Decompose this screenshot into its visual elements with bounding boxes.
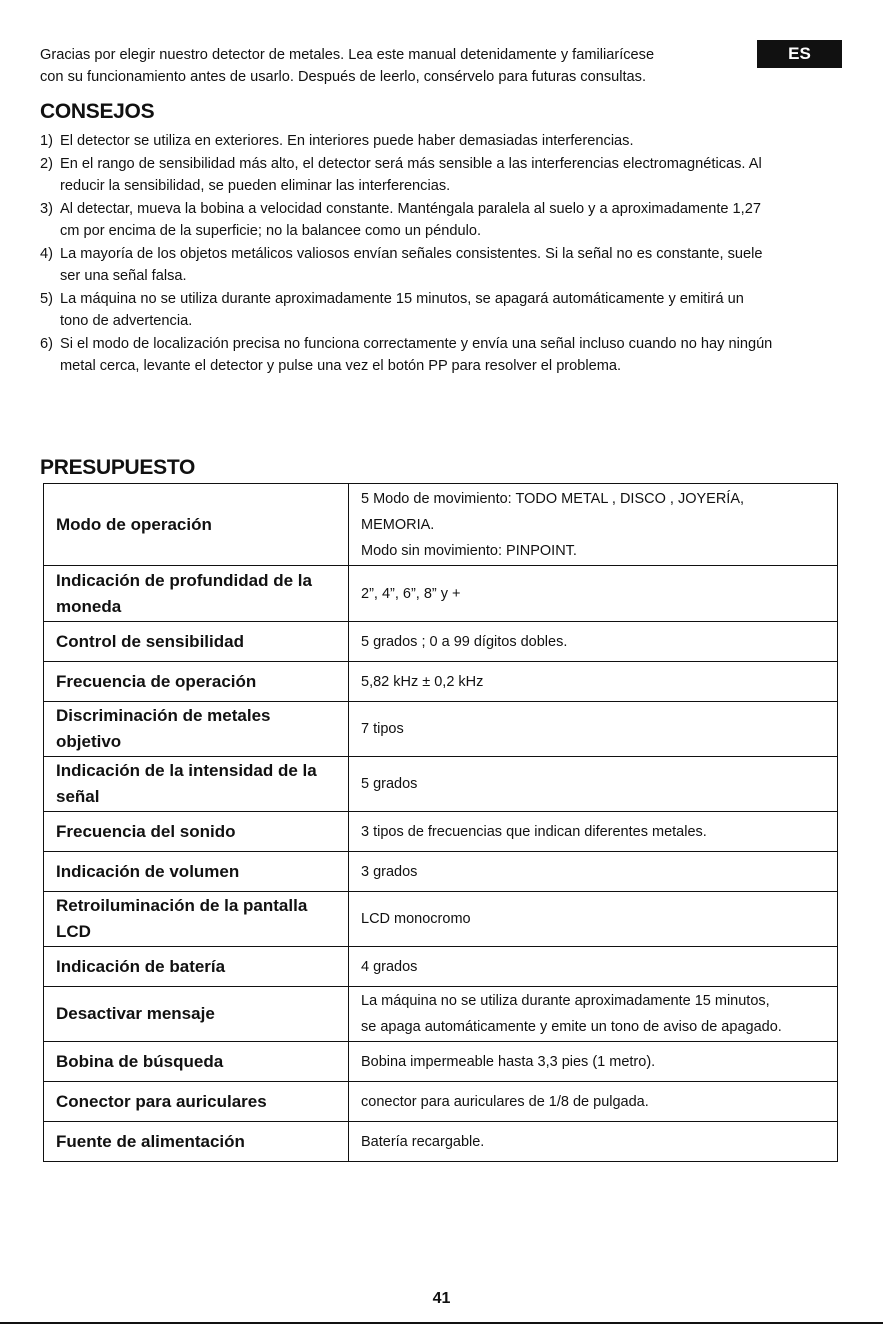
spec-value-line: 4 grados xyxy=(361,958,418,975)
tip-line: cm por encima de la superficie; no la balancee como un péndulo. xyxy=(60,223,482,239)
spec-value-line: 3 tipos de frecuencias que indican diferentes metales. xyxy=(361,823,707,840)
spec-label-line: Indicación de batería xyxy=(56,956,226,976)
spec-row xyxy=(44,566,838,622)
tip-item xyxy=(40,198,846,243)
spec-label-line: moneda xyxy=(56,596,122,616)
spec-row xyxy=(44,757,838,812)
spec-value-line: 5 Modo de movimiento: TODO METAL , DISCO , JOYERÍA, xyxy=(361,490,745,507)
tips-heading: CONSEJOS xyxy=(40,100,155,123)
tip-item xyxy=(40,153,846,198)
spec-value-line: La máquina no se utiliza durante aproximadamente 15 minutos, xyxy=(361,993,770,1009)
intro-line: Gracias por elegir nuestro detector de metales. Lea este manual detenidamente y familiarícese xyxy=(40,47,655,63)
spec-value-line: Bobina impermeable hasta 3,3 pies (1 metro). xyxy=(361,1053,656,1070)
tip-item xyxy=(40,243,846,288)
spec-label xyxy=(44,702,349,757)
tips-list xyxy=(40,130,846,378)
tip-number: 5) xyxy=(40,290,53,307)
tip-text xyxy=(60,333,846,378)
spec-value xyxy=(349,484,838,566)
spec-value xyxy=(349,987,838,1042)
spec-label-line: Frecuencia de operación xyxy=(56,671,257,691)
spec-label-line: Frecuencia del sonido xyxy=(56,821,236,841)
spec-label-line: objetivo xyxy=(56,732,122,751)
spec-label-line: Indicación de volumen xyxy=(56,861,240,881)
tip-number: 3) xyxy=(40,200,53,217)
tip-line: En el rango de sensibilidad más alto, el detector será más sensible a las interferencias electromagnéticas. Al xyxy=(60,155,762,172)
spec-value xyxy=(349,1042,838,1082)
spec-value-line: 7 tipos xyxy=(361,721,404,737)
spec-value xyxy=(349,812,838,852)
tip-line: La máquina no se utiliza durante aproximadamente 15 minutos, se apagará automáticamente y emitirá un xyxy=(60,290,744,307)
intro-line: con su funcionamiento antes de usarlo. Después de leerlo, consérvelo para futuras consultas. xyxy=(40,69,646,85)
tip-line: Si el modo de localización precisa no funciona correctamente y envía una señal incluso cuando no hay ningún xyxy=(60,335,773,352)
spec-label-line: Conector para auriculares xyxy=(56,1091,267,1111)
tip-line: reducir la sensibilidad, se pueden eliminar las interferencias. xyxy=(60,178,451,194)
spec-row xyxy=(44,1082,838,1122)
tip-text xyxy=(60,243,846,288)
intro-paragraph xyxy=(40,44,740,88)
specs-table xyxy=(43,483,838,1162)
tip-line: metal cerca, levante el detector y pulse una vez el botón PP para resolver el problema. xyxy=(60,358,622,374)
spec-label xyxy=(44,566,349,622)
spec-label xyxy=(44,1082,349,1122)
spec-label xyxy=(44,892,349,947)
spec-row xyxy=(44,1122,838,1162)
spec-row xyxy=(44,662,838,702)
spec-label xyxy=(44,1042,349,1082)
spec-label-line: Modo de operación xyxy=(56,514,212,534)
spec-row xyxy=(44,1042,838,1082)
spec-value xyxy=(349,947,838,987)
spec-row xyxy=(44,484,838,566)
spec-value-line: Modo sin movimiento: PINPOINT. xyxy=(361,542,577,559)
spec-label-line: Desactivar mensaje xyxy=(56,1004,215,1023)
spec-value-line: MEMORIA. xyxy=(361,516,435,533)
spec-value xyxy=(349,622,838,662)
spec-label xyxy=(44,812,349,852)
spec-value-line: 5 grados ; 0 a 99 dígitos dobles. xyxy=(361,633,568,650)
spec-value xyxy=(349,662,838,702)
spec-label xyxy=(44,1122,349,1162)
spec-row xyxy=(44,622,838,662)
tip-line: Al detectar, mueva la bobina a velocidad constante. Manténgala paralela al suelo y a aproximadamente 1,27 xyxy=(60,200,761,217)
spec-label xyxy=(44,757,349,812)
spec-label-line: Control de sensibilidad xyxy=(56,631,244,651)
spec-value-line: Batería recargable. xyxy=(361,1133,485,1150)
spec-label-line: LCD xyxy=(56,922,91,941)
spec-label xyxy=(44,852,349,892)
tip-line: tono de advertencia. xyxy=(60,313,193,329)
spec-label-line: Indicación de la intensidad de la xyxy=(56,761,317,780)
tip-line: La mayoría de los objetos metálicos valiosos envían señales consistentes. Si la señal no es constante, suele xyxy=(60,245,763,262)
spec-label-line: Fuente de alimentación xyxy=(56,1131,245,1151)
tip-text xyxy=(60,130,846,153)
spec-value xyxy=(349,757,838,812)
specs-heading: PRESUPUESTO xyxy=(40,456,196,479)
tip-item xyxy=(40,333,846,378)
spec-label-line: señal xyxy=(56,787,100,806)
tip-number: 4) xyxy=(40,245,53,262)
spec-value-line: se apaga automáticamente y emite un tono de aviso de apagado. xyxy=(361,1019,782,1035)
tip-number: 1) xyxy=(40,133,53,149)
spec-label-line: Bobina de búsqueda xyxy=(56,1051,224,1071)
spec-value xyxy=(349,1082,838,1122)
tip-item xyxy=(40,288,846,333)
spec-value xyxy=(349,702,838,757)
spec-label xyxy=(44,484,349,566)
tip-line: ser una señal falsa. xyxy=(60,268,187,284)
spec-value xyxy=(349,1122,838,1162)
spec-row xyxy=(44,702,838,757)
tip-text xyxy=(60,153,846,198)
spec-value-line: 2”, 4”, 6”, 8” y + xyxy=(361,585,461,602)
tip-number: 6) xyxy=(40,335,53,352)
spec-row xyxy=(44,812,838,852)
tip-text xyxy=(60,288,846,333)
spec-value-line: 5 grados xyxy=(361,776,418,792)
spec-label xyxy=(44,947,349,987)
spec-label-line: Indicación de profundidad de la xyxy=(56,570,312,590)
spec-value-line: conector para auriculares de 1/8 de pulgada. xyxy=(361,1093,649,1110)
spec-label xyxy=(44,987,349,1042)
spec-value xyxy=(349,566,838,622)
spec-label xyxy=(44,622,349,662)
tip-item xyxy=(40,130,846,153)
spec-value xyxy=(349,892,838,947)
spec-label-line: Discriminación de metales xyxy=(56,706,271,725)
tip-text xyxy=(60,198,846,243)
spec-label-line: Retroiluminación de la pantalla xyxy=(56,896,308,915)
spec-label xyxy=(44,662,349,702)
spec-value-line: LCD monocromo xyxy=(361,911,471,927)
page-number: 41 xyxy=(432,1290,451,1307)
spec-row xyxy=(44,987,838,1042)
tip-number: 2) xyxy=(40,155,53,172)
spec-row xyxy=(44,947,838,987)
spec-row xyxy=(44,892,838,947)
language-badge: ES xyxy=(757,40,842,68)
spec-value xyxy=(349,852,838,892)
spec-row xyxy=(44,852,838,892)
spec-value-line: 5,82 kHz ± 0,2 kHz xyxy=(361,673,484,690)
spec-value-line: 3 grados xyxy=(361,863,418,880)
tip-line: El detector se utiliza en exteriores. En interiores puede haber demasiadas interferencias. xyxy=(60,133,634,149)
